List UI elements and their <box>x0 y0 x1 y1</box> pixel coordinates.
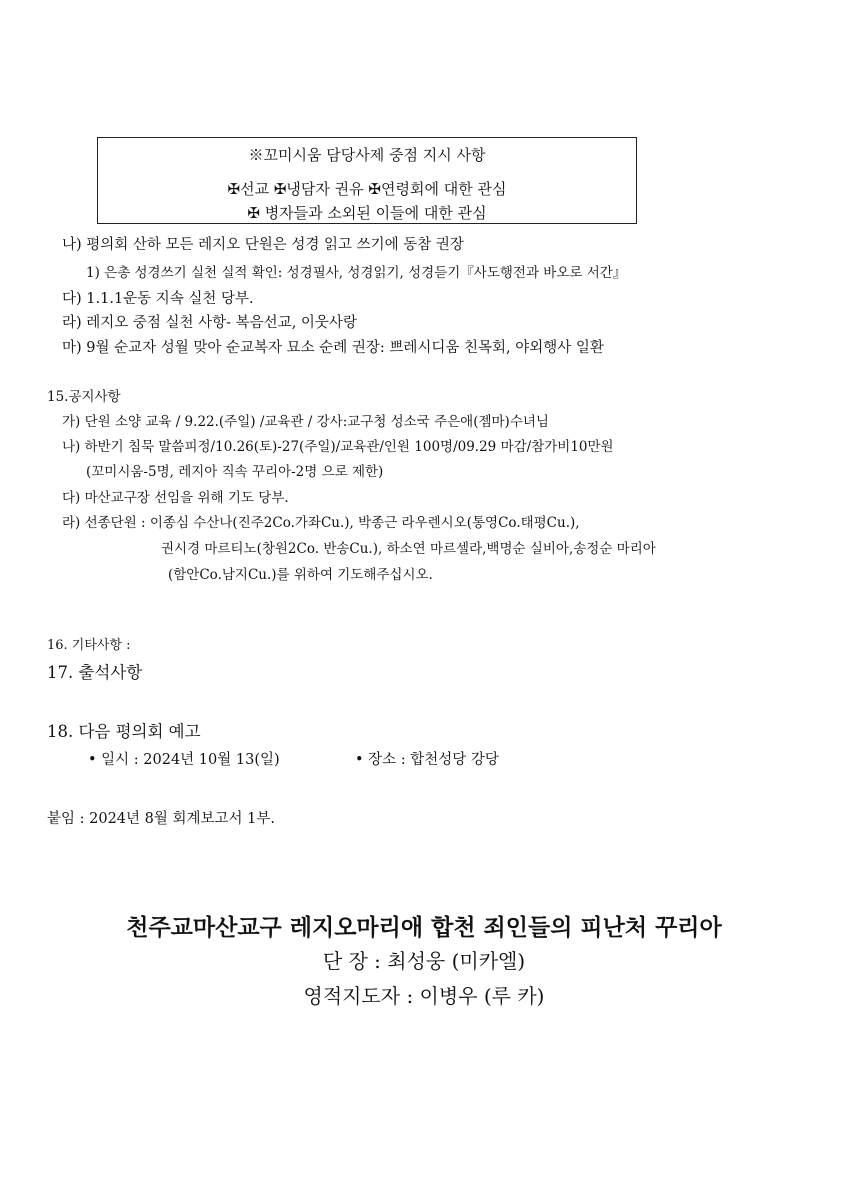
item-da: 다) 1.1.1운동 지속 실천 당부. <box>62 291 254 307</box>
section-16-heading: 16. 기타사항 : <box>47 638 131 653</box>
section-15-heading: 15.공지사항 <box>47 389 121 405</box>
footer-leader: 단 장 : 최성웅 (미카엘) <box>322 949 526 973</box>
notice-box-title: ※꼬미시움 담당사제 중점 지시 사항 <box>248 146 486 164</box>
section-17-heading: 17. 출석사항 <box>47 663 143 682</box>
section-18-heading: 18. 다음 평의회 예고 <box>47 722 201 741</box>
section-15-item-ra: 라) 선종단원 : 이종심 수산나(진주2Co.가좌Cu.), 박종근 라우렌시오(통영Co.태평Cu.), <box>62 515 580 531</box>
section-15-item-ra-cont-2: (함안Co.남지Cu.)를 위하여 기도해주십시오. <box>168 567 433 583</box>
section-15-item-na: 나) 하반기 침묵 말씀피정/10.26(토)-27(주일)/교육관/인원 100명/09.29 마감/참가비10만원 <box>62 439 614 455</box>
section-15-item-da: 다) 마산교구장 선임을 위해 기도 당부. <box>62 490 289 506</box>
item-ma: 마) 9월 순교자 성월 맞아 순교복자 묘소 순례 권장: 쁘레시디움 친목회, 야외행사 일환 <box>62 340 604 356</box>
notice-box <box>97 137 637 224</box>
section-15-item-ra-cont-1: 권시경 마르티노(창원2Co. 반송Cu.), 하소연 마르셀라,백명순 실비아,송정순 마리아 <box>161 541 656 557</box>
attachment-note: 붙임 : 2024년 8월 회계보고서 1부. <box>47 811 275 827</box>
item-na: 나) 평의회 산하 모든 레지오 단원은 성경 읽고 쓰기에 동참 권장 <box>62 237 464 253</box>
notice-box-line-2: ✠ 병자들과 소외된 이들에 대한 관심 <box>247 204 487 222</box>
footer-org: 천주교마산교구 레지오마리애 합천 죄인들의 피난처 꾸리아 <box>126 914 722 941</box>
item-ra: 라) 레지오 중점 실천 사항- 복음선교, 이웃사랑 <box>62 315 357 331</box>
section-15-item-ga: 가) 단원 소양 교육 / 9.22.(주일) /교육관 / 강사:교구청 성소국 주은애(젬마)수녀님 <box>62 414 549 430</box>
next-meeting-place: • 장소 : 합천성당 강당 <box>355 752 499 768</box>
next-meeting-date: • 일시 : 2024년 10월 13(일) <box>88 752 280 768</box>
item-na-1: 1) 은총 성경쓰기 실천 실적 확인: 성경필사, 성경읽기, 성경듣기『사도행전과 바오로 서간』 <box>86 265 627 281</box>
footer-director: 영적지도자 : 이병우 (루 카) <box>303 984 545 1008</box>
notice-box-line-1: ✠선교 ✠냉담자 권유 ✠연령회에 대한 관심 <box>227 180 507 198</box>
section-15-item-na-note: (꼬미시움-5명, 레지아 직속 꾸리아-2명 으로 제한) <box>86 464 384 480</box>
